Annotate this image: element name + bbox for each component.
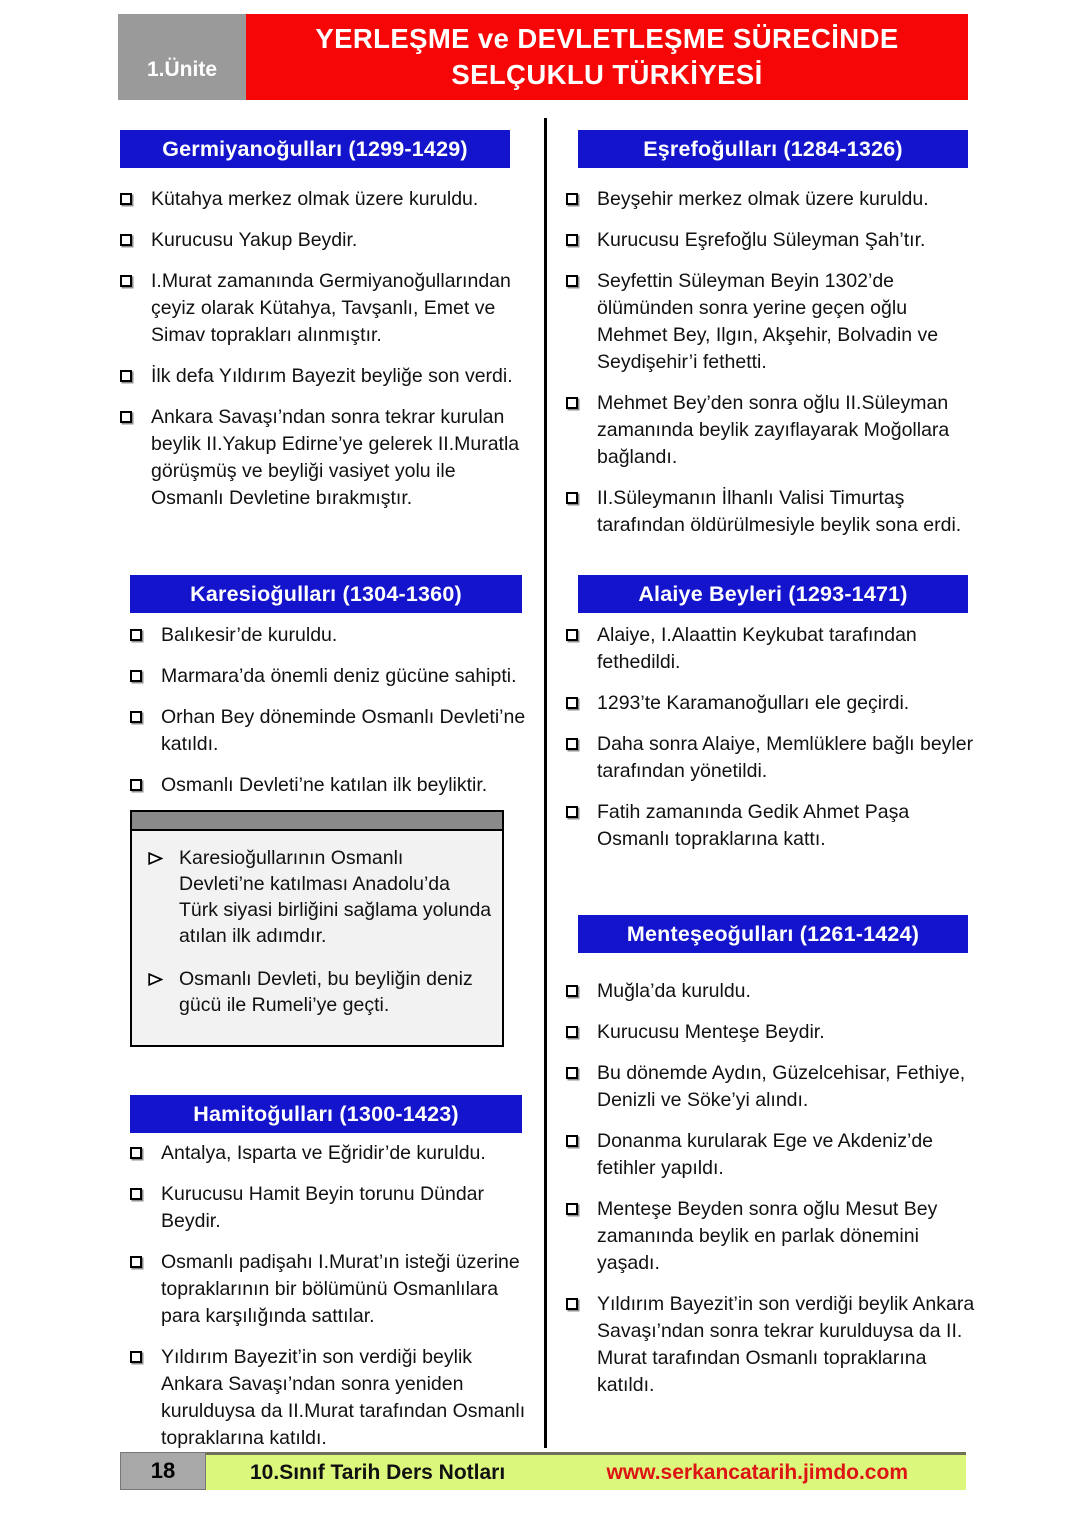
list-item	[566, 186, 978, 213]
footer-course-title: 10.Sınıf Tarih Ders Notları	[250, 1460, 506, 1484]
list-item	[120, 227, 525, 254]
checkbox-bullet-icon	[120, 234, 132, 246]
checkbox-bullet-icon	[566, 1135, 578, 1147]
checkbox-bullet-icon	[120, 193, 132, 205]
section-list-menteseogullari	[566, 978, 978, 1399]
item-text: Osmanlı padişahı I.Murat’ın isteği üzerine topraklarının bir bölümünü Osmanlılara para karşılığında sattılar.	[161, 1251, 520, 1327]
list-item	[120, 404, 525, 512]
checkbox-bullet-icon	[130, 629, 142, 641]
item-text: Yıldırım Bayezit’in son verdiği beylik Ankara Savaşı’ndan sonra yeniden kurulduysa da II.Murat tarafından Osmanlı topraklarına katıldı.	[161, 1346, 526, 1449]
item-text: I.Murat zamanında Germiyanoğullarından çeyiz olarak Kütahya, Tavşanlı, Emet ve Simav toprakları alınmıştır.	[151, 270, 511, 346]
section-header-menteseogullari: Menteşeoğulları (1261-1424)	[578, 915, 968, 953]
list-item	[566, 1291, 978, 1399]
list-item	[566, 1019, 978, 1046]
list-item	[148, 966, 492, 1018]
item-text: Kütahya merkez olmak üzere kuruldu.	[151, 188, 479, 210]
section-header-hamitogullari: Hamitoğulları (1300-1423)	[130, 1095, 522, 1133]
section-header-esrefogullari: Eşrefoğulları (1284-1326)	[578, 130, 968, 168]
checkbox-bullet-icon	[130, 1256, 142, 1268]
checkbox-bullet-icon	[120, 370, 132, 382]
item-text: Orhan Bey döneminde Osmanlı Devleti’ne katıldı.	[161, 706, 526, 755]
item-text: Osmanlı Devleti’ne katılan ilk beyliktir.	[161, 774, 488, 796]
item-text: 1293’te Karamanoğulları ele geçirdi.	[597, 692, 910, 714]
item-text: Donanma kurularak Ege ve Akdeniz’de fetihler yapıldı.	[597, 1130, 934, 1179]
checkbox-bullet-icon	[566, 492, 578, 504]
item-text: Bu dönemde Aydın, Güzelcehisar, Fethiye, Denizli ve Söke’yi alındı.	[597, 1062, 966, 1111]
item-text: Kurucusu Menteşe Beydir.	[597, 1021, 825, 1043]
list-item	[566, 1128, 978, 1182]
footer-website-link[interactable]: www.serkancatarih.jimdo.com	[606, 1460, 908, 1484]
list-item	[566, 268, 978, 376]
list-item	[120, 363, 525, 390]
checkbox-bullet-icon	[566, 738, 578, 750]
list-item	[120, 268, 525, 349]
checkbox-bullet-icon	[130, 779, 142, 791]
item-text: Balıkesir’de kuruldu.	[161, 624, 338, 646]
footer-page-number: 18	[120, 1452, 206, 1490]
list-item	[130, 772, 530, 799]
item-text: Ankara Savaşı’ndan sonra tekrar kurulan beylik II.Yakup Edirne’ye gelerek II.Muratla görüşmüş ve beyliği vasiyet yolu ile Osmanlı Devletine bırakmıştır.	[151, 406, 520, 509]
item-text: Kurucusu Yakup Beydir.	[151, 229, 358, 251]
list-item	[130, 704, 530, 758]
checkbox-bullet-icon	[120, 275, 132, 287]
list-item	[566, 799, 978, 853]
checkbox-bullet-icon	[130, 1188, 142, 1200]
footer-bar	[206, 1452, 966, 1490]
checkbox-bullet-icon	[130, 1351, 142, 1363]
item-text: Yıldırım Bayezit’in son verdiği beylik Ankara Savaşı’ndan sonra tekrar kurulduysa da II. Murat tarafından Osmanlı topraklarına katıldı.	[597, 1293, 975, 1396]
note-list	[132, 831, 502, 1045]
item-text: Fatih zamanında Gedik Ahmet Paşa Osmanlı topraklarına kattı.	[597, 801, 910, 850]
page-title-line1: YERLEŞME ve DEVLETLEŞME SÜRECİNDE	[315, 22, 899, 54]
section-list-karesiogullari	[130, 622, 530, 799]
list-item	[566, 1196, 978, 1277]
item-text: Muğla’da kuruldu.	[597, 980, 751, 1002]
checkbox-bullet-icon	[566, 697, 578, 709]
column-divider	[544, 118, 547, 1448]
list-item	[566, 978, 978, 1005]
item-text: Menteşe Beyden sonra oğlu Mesut Bey zamanında beylik en parlak dönemini yaşadı.	[597, 1198, 938, 1274]
section-list-germiyanogullari	[120, 186, 525, 512]
list-item	[566, 485, 978, 539]
checkbox-bullet-icon	[566, 234, 578, 246]
arrow-bullet-icon	[148, 852, 163, 949]
checkbox-bullet-icon	[130, 711, 142, 723]
checkbox-bullet-icon	[566, 397, 578, 409]
section-header-germiyanogullari: Germiyanoğulları (1299-1429)	[120, 130, 510, 168]
list-item	[130, 1181, 530, 1235]
unit-badge: 1.Ünite	[118, 14, 246, 100]
note-box	[130, 810, 504, 1047]
list-item	[148, 845, 492, 949]
checkbox-bullet-icon	[120, 411, 132, 423]
list-item	[566, 227, 978, 254]
arrow-bullet-icon	[148, 973, 163, 1018]
item-text: Beyşehir merkez olmak üzere kuruldu.	[597, 188, 929, 210]
list-item	[130, 663, 530, 690]
page-title-banner	[246, 14, 968, 100]
item-text: Osmanlı Devleti, bu beyliğin deniz gücü ile Rumeli’ye geçti.	[179, 968, 473, 1016]
list-item	[130, 1249, 530, 1330]
section-list-hamitogullari	[130, 1140, 530, 1452]
item-text: Kurucusu Eşrefoğlu Süleyman Şah’tır.	[597, 229, 926, 251]
section-header-alaiye-beyleri: Alaiye Beyleri (1293-1471)	[578, 575, 968, 613]
item-text: Mehmet Bey’den sonra oğlu II.Süleyman zamanında beylik zayıflayarak Moğollara bağlandı.	[597, 392, 950, 468]
item-text: II.Süleymanın İlhanlı Valisi Timurtaş tarafından öldürülmesiyle beylik sona erdi.	[597, 487, 962, 536]
item-text: Kurucusu Hamit Beyin torunu Dündar Beydir.	[161, 1183, 484, 1232]
checkbox-bullet-icon	[130, 670, 142, 682]
page-title-line2: SELÇUKLU TÜRKİYESİ	[451, 59, 763, 90]
checkbox-bullet-icon	[566, 275, 578, 287]
list-item	[130, 1344, 530, 1452]
list-item	[130, 622, 530, 649]
item-text: Antalya, Isparta ve Eğridir’de kuruldu.	[161, 1142, 486, 1164]
list-item	[566, 731, 978, 785]
item-text: Karesioğullarının Osmanlı Devleti’ne katılması Anadolu’da Türk siyasi birliğini sağlama yolunda atılan ilk adımdır.	[179, 847, 492, 947]
list-item	[566, 1060, 978, 1114]
checkbox-bullet-icon	[566, 1026, 578, 1038]
item-text: Daha sonra Alaiye, Memlüklere bağlı beyler tarafından yönetildi.	[597, 733, 974, 782]
checkbox-bullet-icon	[566, 1298, 578, 1310]
checkbox-bullet-icon	[566, 193, 578, 205]
section-list-alaiye-beyleri	[566, 622, 978, 853]
note-box-title-strip	[132, 812, 502, 831]
list-item	[120, 186, 525, 213]
item-text: İlk defa Yıldırım Bayezit beyliğe son verdi.	[151, 365, 513, 387]
checkbox-bullet-icon	[566, 985, 578, 997]
checkbox-bullet-icon	[130, 1147, 142, 1159]
list-item	[130, 1140, 530, 1167]
item-text: Alaiye, I.Alaattin Keykubat tarafından fethedildi.	[597, 624, 917, 673]
item-text: Seyfettin Süleyman Beyin 1302’de ölümünden sonra yerine geçen oğlu Mehmet Bey, Ilgın, Akşehir, Bolvadin ve Seydişehir’i fethetti.	[597, 270, 939, 373]
checkbox-bullet-icon	[566, 1203, 578, 1215]
checkbox-bullet-icon	[566, 806, 578, 818]
checkbox-bullet-icon	[566, 1067, 578, 1079]
item-text: Marmara’da önemli deniz gücüne sahipti.	[161, 665, 517, 687]
checkbox-bullet-icon	[566, 629, 578, 641]
list-item	[566, 390, 978, 471]
section-header-karesiogullari: Karesioğulları (1304-1360)	[130, 575, 522, 613]
list-item	[566, 622, 978, 676]
list-item	[566, 690, 978, 717]
section-list-esrefogullari	[566, 186, 978, 539]
